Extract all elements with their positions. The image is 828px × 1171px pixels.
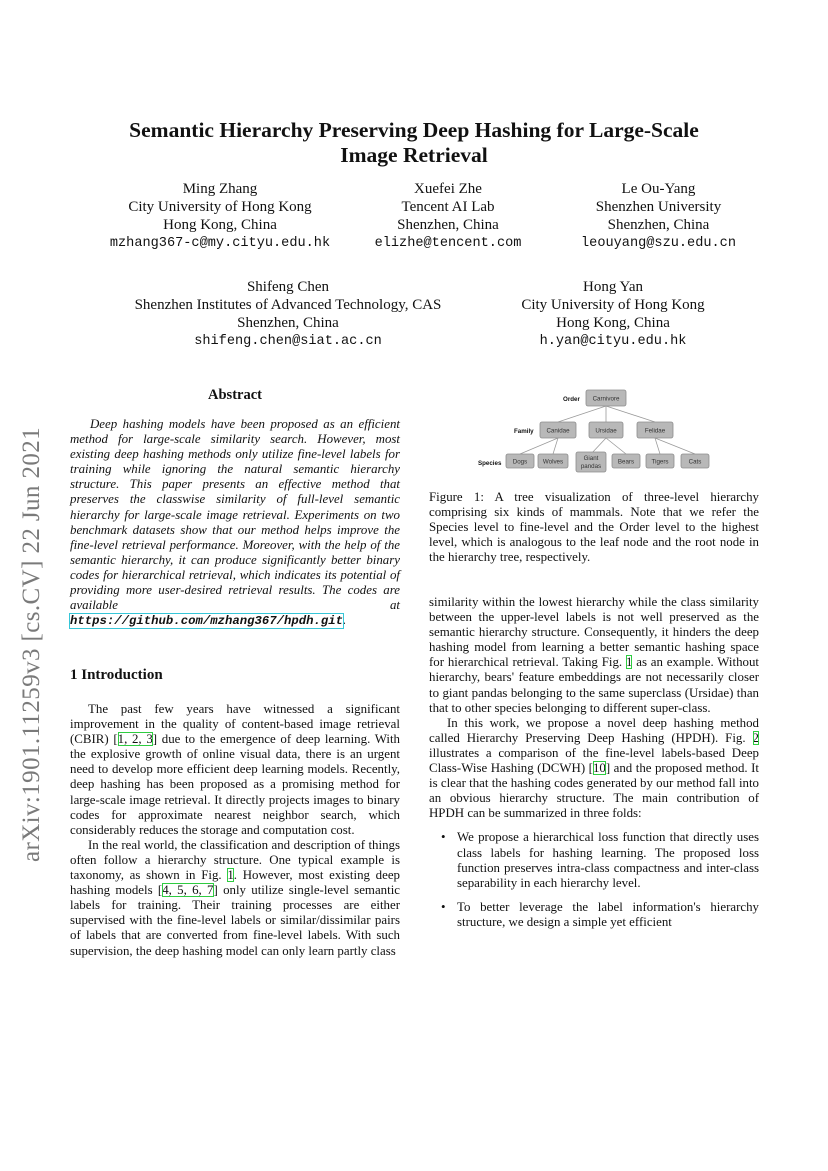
author-block-2 — [358, 180, 538, 253]
author-location: Shenzhen, China — [237, 315, 339, 332]
author-name: Hong Yan — [582, 279, 643, 295]
node-label: Giant — [583, 455, 599, 462]
author-block-5 — [500, 278, 726, 351]
list-item: • We propose a hierarchical loss function that directly uses class labels for hashing learning. The proposed loss function preserves intra-class compactness and inter-class separability in each hierarchy level. — [429, 830, 759, 890]
author-affiliation: Shenzhen University — [595, 199, 722, 216]
author-email[interactable]: mzhang367-c@my.cityu.edu.hk — [109, 235, 331, 251]
node-label: Carnivore — [592, 395, 620, 403]
citation-link[interactable]: 10 — [592, 761, 606, 776]
right-paragraph-1: similarity within the lowest hierarchy while the class similarity between the upper-level labels is not well preserved as the semantic hierarchy structure. Consequently, it hinders the deep hashing model from learning a better semantic hashing space for hierarchical retrieval. Taking Fig. 1 as an example. Without hierarchy, bears' feature embeddings are not necessarily closer to giant pandas belonging to the same superclass (Ursidae) than that to other species belonging to different super-class. — [429, 595, 759, 715]
node-label: Wolves — [542, 458, 564, 466]
intro-paragraph-2: In the real world, the classification and description of things often follow a hierarchy structure. One typical example is taxonomy, as shown in Fig. 1. However, most existing deep hashing models [4, 5, 6, 7] only utilize single-level semantic labels for training. Their training processes are either supervised with the fine-level labels or similar/dissimilar pairs of labels that are converted from fine-level labels. With such supervision, the deep hashing model can only learn partly class — [70, 837, 400, 958]
title-line-1: Semantic Hierarchy Preserving Deep Hashing for Large-Scale — [129, 118, 699, 142]
right-column — [429, 595, 759, 939]
author-name: Ming Zhang — [182, 181, 258, 197]
author-name: Shifeng Chen — [246, 279, 330, 295]
arxiv-stamp: arXiv:1901.11259v3 [cs.CV] 22 Jun 2021 — [18, 426, 45, 862]
node-label: Bears — [617, 458, 635, 466]
author-block-3 — [556, 180, 761, 253]
paper-title — [60, 118, 768, 168]
author-block-4 — [100, 278, 476, 351]
citation-link[interactable]: 1, 2, 3 — [117, 732, 153, 747]
title-line-2: Image Retrieval — [340, 143, 488, 167]
level-label-species: Species — [478, 460, 502, 467]
author-name: Xuefei Zhe — [414, 181, 482, 197]
node-label: Felidae — [644, 427, 666, 435]
section-heading: 1 Introduction — [70, 667, 163, 683]
node-label: Canidae — [546, 427, 570, 435]
node-label: Ursidae — [595, 427, 617, 435]
list-item: • To better leverage the label information's hierarchy structure, we design a simple yet efficient — [429, 900, 759, 930]
right-paragraph-2: In this work, we propose a novel deep hashing method called Hierarchy Preserving Deep Hashing (HPDH). Fig. 2 illustrates a comparison of the fine-level labels-based Deep Class-Wise Hashing (DCWH) [10] and the proposed method. It is clear that the hashing codes generated by our method fall into an obvious hierarchy structure. The main contribution of HPDH can be summarized in three folds: — [429, 715, 760, 821]
author-email[interactable]: elizhe@tencent.com — [374, 235, 522, 251]
abstract-heading: Abstract — [208, 387, 262, 403]
author-location: Shenzhen, China — [397, 217, 499, 234]
author-affiliation: City University of Hong Kong — [521, 297, 705, 314]
author-location: Shenzhen, China — [607, 217, 710, 234]
level-label-family: Family — [514, 428, 534, 435]
figure-link[interactable]: 1 — [227, 868, 234, 883]
author-name: Le Ou-Yang — [621, 181, 696, 197]
author-email[interactable]: h.yan@cityu.edu.hk — [539, 333, 687, 349]
node-label: pandas — [580, 463, 602, 470]
node-label: Tigers — [651, 458, 669, 466]
author-affiliation: City University of Hong Kong — [128, 199, 312, 216]
author-email[interactable]: leouyang@szu.edu.cn — [581, 235, 736, 251]
node-label: Dogs — [512, 458, 528, 466]
figure-caption: Figure 1: A tree visualization of three-level hierarchy comprising six kinds of mammals. Note that we refer the Species level to fine-level and the Order level to the highest level, which is analogous to the leaf node and the root node in the hierarchy tree, respectively. — [429, 490, 759, 565]
code-link[interactable]: https://github.com/mzhang367/hpdh.git — [70, 614, 344, 629]
author-email[interactable]: shifeng.chen@siat.ac.cn — [194, 333, 382, 349]
abstract-text: Deep hashing models have been proposed as an efficient method for large-scale similarity search. However, most existing deep hashing methods only utilize fine-level labels for training while ignoring the natural semantic hierarchy structure. This paper presents an effective method that preserves the classwise similarity of full-level semantic hierarchy for large-scale image retrieval. Experiments on two benchmark datasets show that our method helps improve the fine-level retrieval performance. Moreover, with the help of the semantic hierarchy, it can produce significantly better binary codes for hierarchical retrieval, which indicates its potential of providing more user-desired retrieval results. The codes are available at — [70, 417, 400, 613]
author-location: Hong Kong, China — [556, 315, 670, 332]
figure-link[interactable]: 1 — [625, 655, 633, 670]
left-column — [70, 702, 400, 959]
node-label: Cats — [688, 458, 702, 466]
level-label-order: Order — [563, 396, 580, 403]
author-block-1 — [100, 180, 340, 253]
author-affiliation: Shenzhen Institutes of Advanced Technology, CAS — [134, 297, 442, 314]
author-affiliation: Tencent AI Lab — [401, 199, 495, 216]
figure-link[interactable]: 2 — [752, 730, 759, 745]
author-location: Hong Kong, China — [163, 217, 277, 234]
contribution-list — [429, 830, 759, 930]
intro-paragraph-1: The past few years have witnessed a significant improvement in the quality of content-based image retrieval (CBIR) [1, 2, 3] due to the emergence of deep learning. With the explosive growth of online visual data, there is an urgent need to develop more efficient deep learning models. Recently, deep hashing has been proposed as a promising method for large-scale image retrieval. It directly projects images to binary codes for approximate nearest neighbor search, which considerably reduces the storage and computation cost. — [70, 702, 400, 837]
citation-link[interactable]: 4, 5, 6, 7 — [162, 883, 214, 898]
abstract-body: Deep hashing models have been proposed as an efficient method for large-scale similarity search. However, most existing deep hashing methods only utilize fine-level labels for training while ignoring the natural semantic hierarchy structure. This paper presents an effective method that preserves the classwise similarity of full-level semantic hierarchy for large-scale image retrieval. Experiments on two benchmark datasets show that our method helps improve the fine-level retrieval performance. Moreover, with the help of the semantic hierarchy, it can produce significantly better binary codes for hierarchical retrieval, which indicates its potential of providing more user-desired retrieval results. The codes are available at https://github.com/mzhang367/hpdh.git. — [70, 417, 400, 629]
hierarchy-tree-figure — [470, 382, 740, 477]
